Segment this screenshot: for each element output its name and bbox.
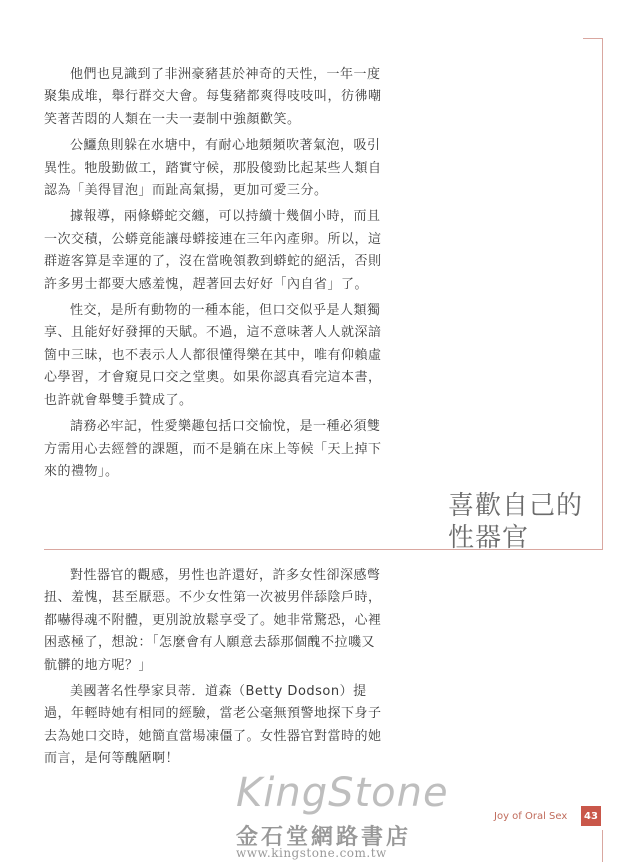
paragraph: 美國著名性學家貝蒂．道森（Betty Dodson）提過，年輕時她有相同的經驗，當老公毫無預警地探下身子去為她口交時，她簡直當場凍僵了。女性器官對當時的她而言，是何等醜陋啊！ xyxy=(44,684,382,767)
frame-top-line xyxy=(583,38,603,39)
paragraph: 對性器官的觀感，男性也許還好，許多女性卻深感彆扭、羞愧，甚至厭惡。不少女性第一次被男伴舔陰戶時，都嚇得魂不附體，更別說放鬆享受了。她非常驚恐，心裡困惑極了，想說：「怎麼會有人願意去舔那個醜不拉嘰又骯髒的地方呢？」 xyxy=(44,568,382,673)
paragraph: 性交，是所有動物的一種本能，但口交似乎是人類獨享、且能好好發揮的天賦。不過，這不意味著人人就深諳箇中三昧，也不表示人人都很懂得樂在其中，唯有仰賴虛心學習，才會窺見口交之堂奧。如果你認真看完這本書，也許就會舉雙手贊成了。 xyxy=(44,303,382,408)
watermark-url: www.kingstone.com.tw xyxy=(236,846,387,860)
paragraph: 據報導，兩條蟒蛇交纏，可以持續十幾個小時，而且一次交積，公蟒竟能讓母蟒接連在三年內產卵。所以，這群遊客算是幸運的了，沒在當晚領教到蟒蛇的絕活，否則許多男士都要大感羞愧，趕著回去好好「內自省」了。 xyxy=(44,209,382,292)
paragraph: 公鱷魚則躲在水塘中，有耐心地頻頻吹著氣泡，吸引異性。牠殷勤做工，踏實守候，那股傻勁比起某些人類自認為「美得冒泡」而趾高氣揚，更加可愛三分。 xyxy=(44,138,382,199)
section-title xyxy=(448,490,598,554)
watermark-store-name: 金石堂網路書店 xyxy=(236,824,412,850)
frame-bottom-right-line xyxy=(602,830,603,862)
paragraph: 請務必牢記，性愛樂趣包括口交愉悅，是一種必須雙方需用心去經營的課題，而不是躺在床上等候「天上掉下來的禮物」。 xyxy=(44,419,382,479)
body-text-bottom xyxy=(44,565,384,775)
page-number-badge: 43 xyxy=(581,806,601,826)
watermark-logo: KingStone xyxy=(236,770,449,816)
body-text-top xyxy=(44,64,384,487)
section-title-line-1: 喜歡自己的 xyxy=(448,491,584,521)
section-title-line-2: 性器官 xyxy=(448,523,530,553)
paragraph: 他們也見識到了非洲豪豬甚於神奇的天性，一年一度聚集成堆，舉行群交大會。每隻豬都爽得吱吱叫，彷彿嘲笑著苦悶的人類在一夫一妻制中強顏歡笑。 xyxy=(44,67,382,127)
frame-right-line xyxy=(602,38,603,550)
book-title-footer: Joy of Oral Sex xyxy=(494,811,568,822)
